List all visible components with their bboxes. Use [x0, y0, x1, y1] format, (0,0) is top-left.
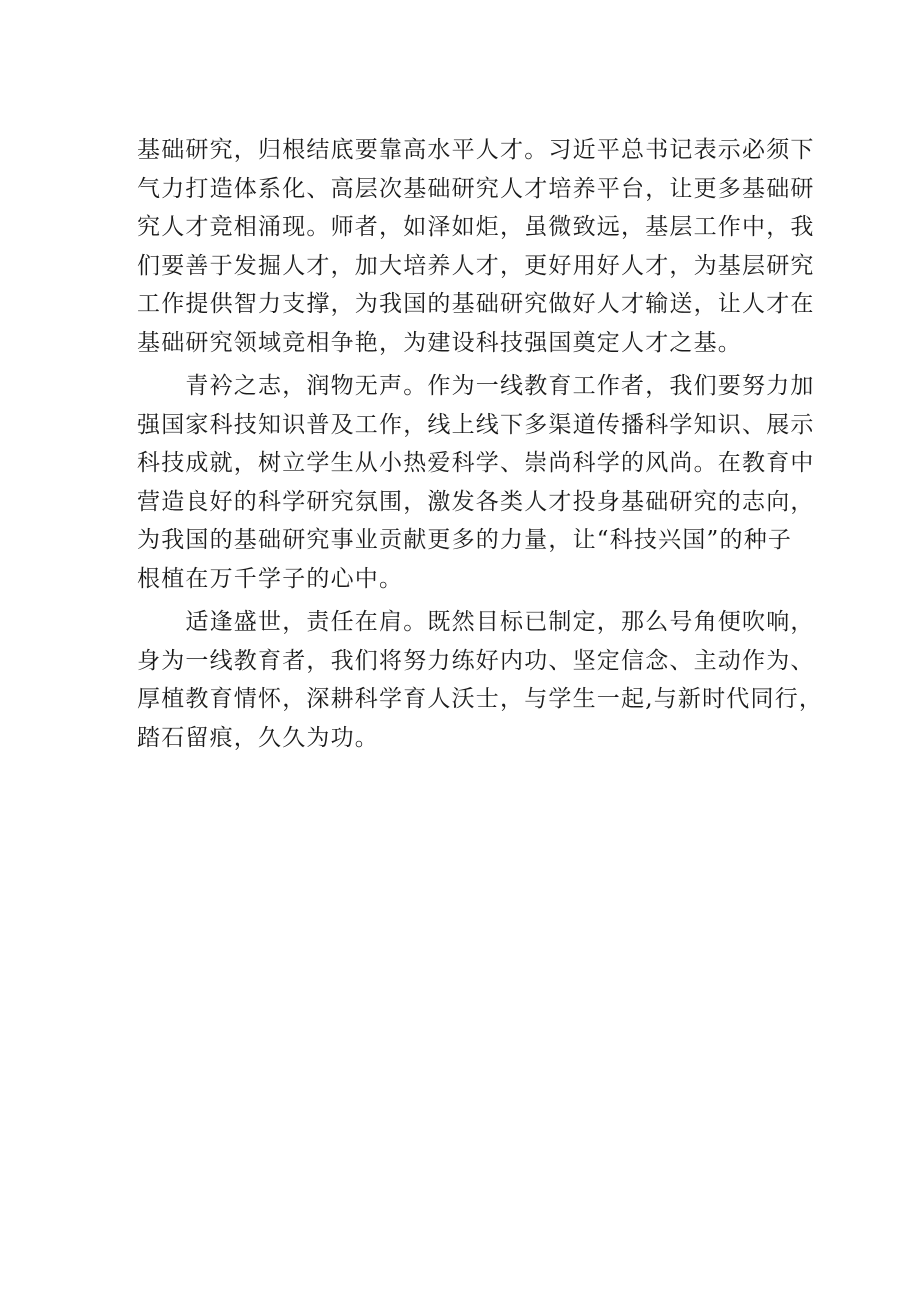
text-line: 青衿之志，润物无声。作为一线教育工作者，我们要努力加 — [137, 373, 815, 399]
paragraph-3 — [137, 603, 824, 757]
paragraph-2 — [137, 367, 817, 598]
text-line: 身为一线教育者，我们将努力练好内功、坚定信念、主动作为、 — [137, 647, 815, 674]
text-line: 为我国的基础研究事业贡献更多的力量，让“科技兴国”的种子 — [137, 527, 793, 553]
text-line: 强国家科技知识普及工作，线上线下多渠道传播科学知识、展示 — [137, 411, 815, 438]
text-line: 们要善于发掘人才，加大培养人才，更好用好人才，为基层研究 — [137, 252, 815, 279]
text-line: 厚植教育情怀，深耕科学育人沃士，与学生一起,与新时代同行， — [137, 686, 824, 712]
text-line: 工作提供智力支撑，为我国的基础研究做好人才输送，让人才在 — [137, 291, 815, 317]
document-body — [137, 131, 824, 757]
text-line: 踏石留痕，久久为功。 — [137, 724, 379, 751]
text-line: 气力打造体系化、高层次基础研究人才培养平台，让更多基础研 — [137, 175, 815, 202]
text-line: 科技成就，树立学生从小热爱科学、崇尚科学的风尚。在教育中 — [137, 450, 815, 476]
text-line: 基础研究，归根结底要靠高水平人才。习近平总书记表示必须下 — [137, 137, 815, 163]
text-line: 营造良好的科学研究氛围，激发各类人才投身基础研究的志向， — [137, 488, 815, 515]
paragraph-1 — [137, 131, 817, 362]
text-line: 究人才竞相涌现。师者，如泽如炬，虽微致远，基层工作中，我 — [137, 214, 815, 240]
text-line: 基础研究领域竞相争艳，为建设科技强国奠定人才之基。 — [137, 329, 742, 356]
text-line: 根植在万千学子的心中。 — [137, 565, 404, 592]
text-line: 适逢盛世，责任在肩。既然目标已制定，那么号角便吹响， — [137, 609, 815, 635]
